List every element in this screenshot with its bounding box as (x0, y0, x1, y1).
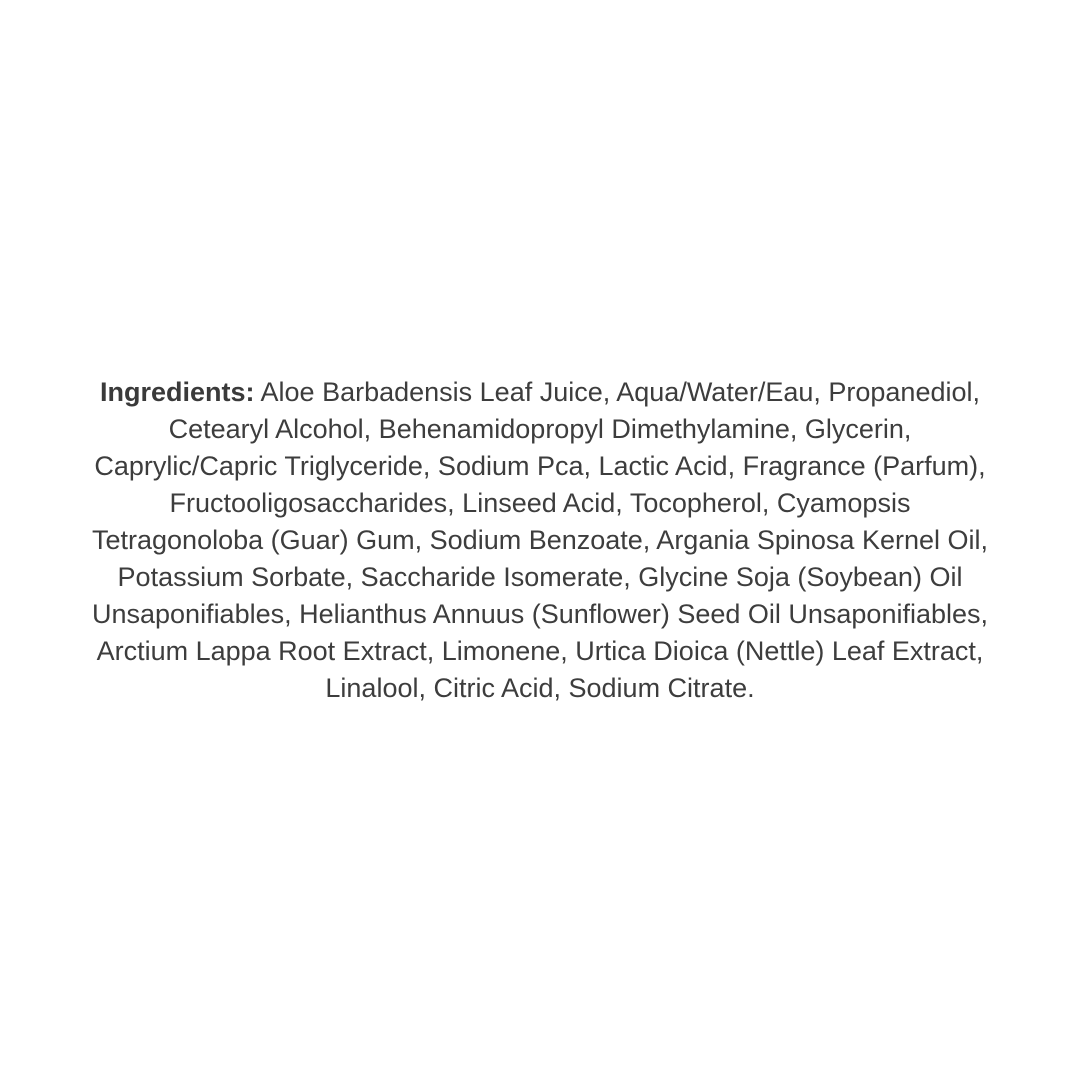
ingredients-label: Ingredients: (100, 376, 255, 407)
ingredients-paragraph (90, 374, 990, 707)
ingredients-text: Aloe Barbadensis Leaf Juice, Aqua/Water/Eau, Propanediol, Cetearyl Alcohol, Behenamidopropyl Dimethylamine, Glycerin, Caprylic/Capric Triglyceride, Sodium Pca, Lactic Acid, Fragrance (Parfum), Fructooligosaccharides, Linseed Acid, Tocopherol, Cyamopsis Tetragonoloba (Guar) Gum, Sodium Benzoate, Argania Spinosa Kernel Oil, Potassium Sorbate, Saccharide Isomerate, Glycine Soja (Soybean) Oil Unsaponifiables, Helianthus Annuus (Sunflower) Seed Oil Unsaponifiables, Arctium Lappa Root Extract, Limonene, Urtica Dioica (Nettle) Leaf Extract, Linalool, Citric Acid, Sodium Citrate. (91, 376, 989, 703)
